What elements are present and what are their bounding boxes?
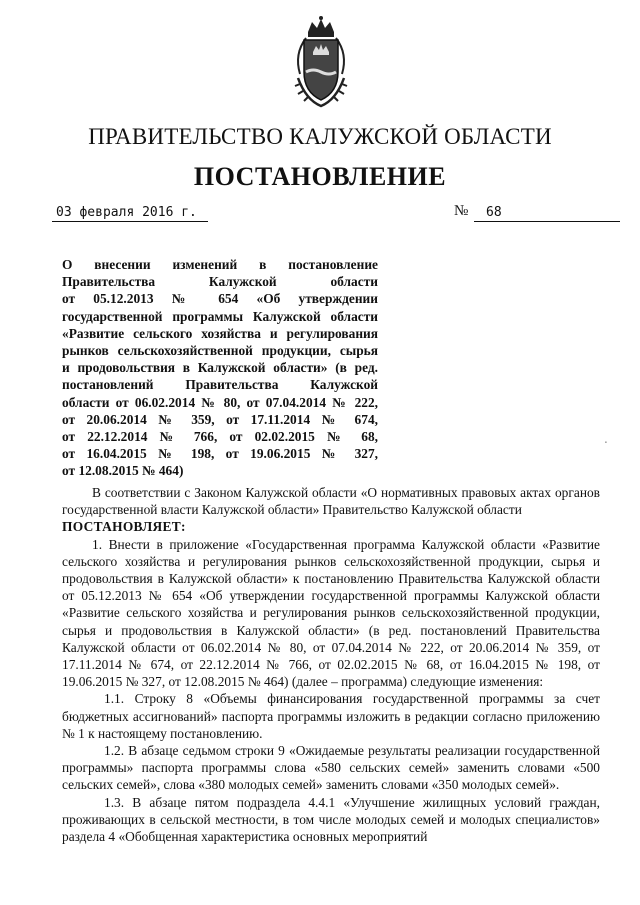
subject-line: от 16.04.2015 № 198, от 19.06.2015 № 327, (62, 446, 378, 462)
subject-line: от 22.12.2014 № 766, от 02.02.2015 № 68, (62, 429, 378, 445)
subject-line: области от 06.02.2014 № 80, от 07.04.2014 № 222, (62, 394, 378, 410)
subject-line: от 12.08.2015 № 464) (62, 463, 184, 479)
coat-of-arms-icon (286, 14, 356, 110)
document-subject (62, 256, 378, 480)
paragraph-1-3: 1.3. В абзаце пятом подраздела 4.4.1 «Улучшение жилищных условий граждан, проживающих в сельской местности, в том числе молодых семей и молодых специалистов» раздела 4 «Обобщенная характеристика основных мероприятий (62, 794, 600, 845)
paragraph-1-2: 1.2. В абзаце седьмом строки 9 «Ожидаемые результаты реализации государственной программы» паспорта программы слова «580 сельских семей» заменить словами «500 сельских семей», слова «380 молодых семей» заменить словами «350 молодых семей». (62, 743, 600, 793)
number-label: № (454, 203, 469, 219)
subject-line: от 05.12.2013 № 654 «Об утверждении (62, 291, 378, 307)
subject-line: рынков сельскохозяйственной продукции, сырья (62, 343, 378, 359)
subject-line: государственной программы Калужской области (62, 308, 378, 324)
subject-line: О внесении изменений в постановление (62, 257, 378, 272)
preamble-paragraph: В соответствии с Законом Калужской области «О нормативных правовых актах органов государственной власти Калужской области» Правительство Калужской области (62, 485, 600, 518)
document-date: 03 февраля 2016 г. (52, 205, 208, 222)
subject-line: и продовольствия в Калужской области» (в ред. (62, 360, 378, 376)
decree-word: ПОСТАНОВЛЯЕТ: (62, 519, 186, 535)
document-number: 68 (474, 205, 620, 222)
subject-line: от 20.06.2014 № 359, от 17.11.2014 № 674, (62, 411, 378, 427)
subject-line: «Развитие сельского хозяйства и регулирования (62, 325, 378, 341)
document-body (62, 484, 600, 845)
subject-line: Правительства Калужской области (62, 274, 378, 290)
paragraph-1: 1. Внести в приложение «Государственная программа Калужской области «Развитие сельского хозяйства и регулирования рынков сельскохозяйственной продукции, сырья и продовольствия в Калужской области» к постановлению Правительства Калужской области от 05.12.2013 № 654 «Об утверждении государственной программы Калужской области «Развитие сельского хозяйства и регулирования рынков сельскохозяйственной продукции, сырья и продовольствия в Калужской области» (в ред. постановлений Правительства Калужской области от 06.02.2014 № 80, от 07.04.2014 № 222, от 20.06.2014 № 359, от 17.11.2014 № 674, от 22.12.2014 № 766, от 02.02.2015 № 68, от 16.04.2015 № 198, от 19.06.2015 № 327, от 12.08.2015 № 464) (далее – программа) следующие изменения: (62, 536, 600, 690)
margin-mark: . (604, 432, 608, 446)
organization-title: ПРАВИТЕЛЬСТВО КАЛУЖСКОЙ ОБЛАСТИ (88, 124, 552, 149)
subject-line: постановлений Правительства Калужской (62, 377, 378, 393)
paragraph-1-1: 1.1. Строку 8 «Объемы финансирования государственной программы за счет бюджетных ассигнований» паспорта программы изложить в редакции согласно приложению № 1 к настоящему постановлению. (62, 691, 600, 741)
document-type-heading: ПОСТАНОВЛЕНИЕ (193, 162, 447, 191)
